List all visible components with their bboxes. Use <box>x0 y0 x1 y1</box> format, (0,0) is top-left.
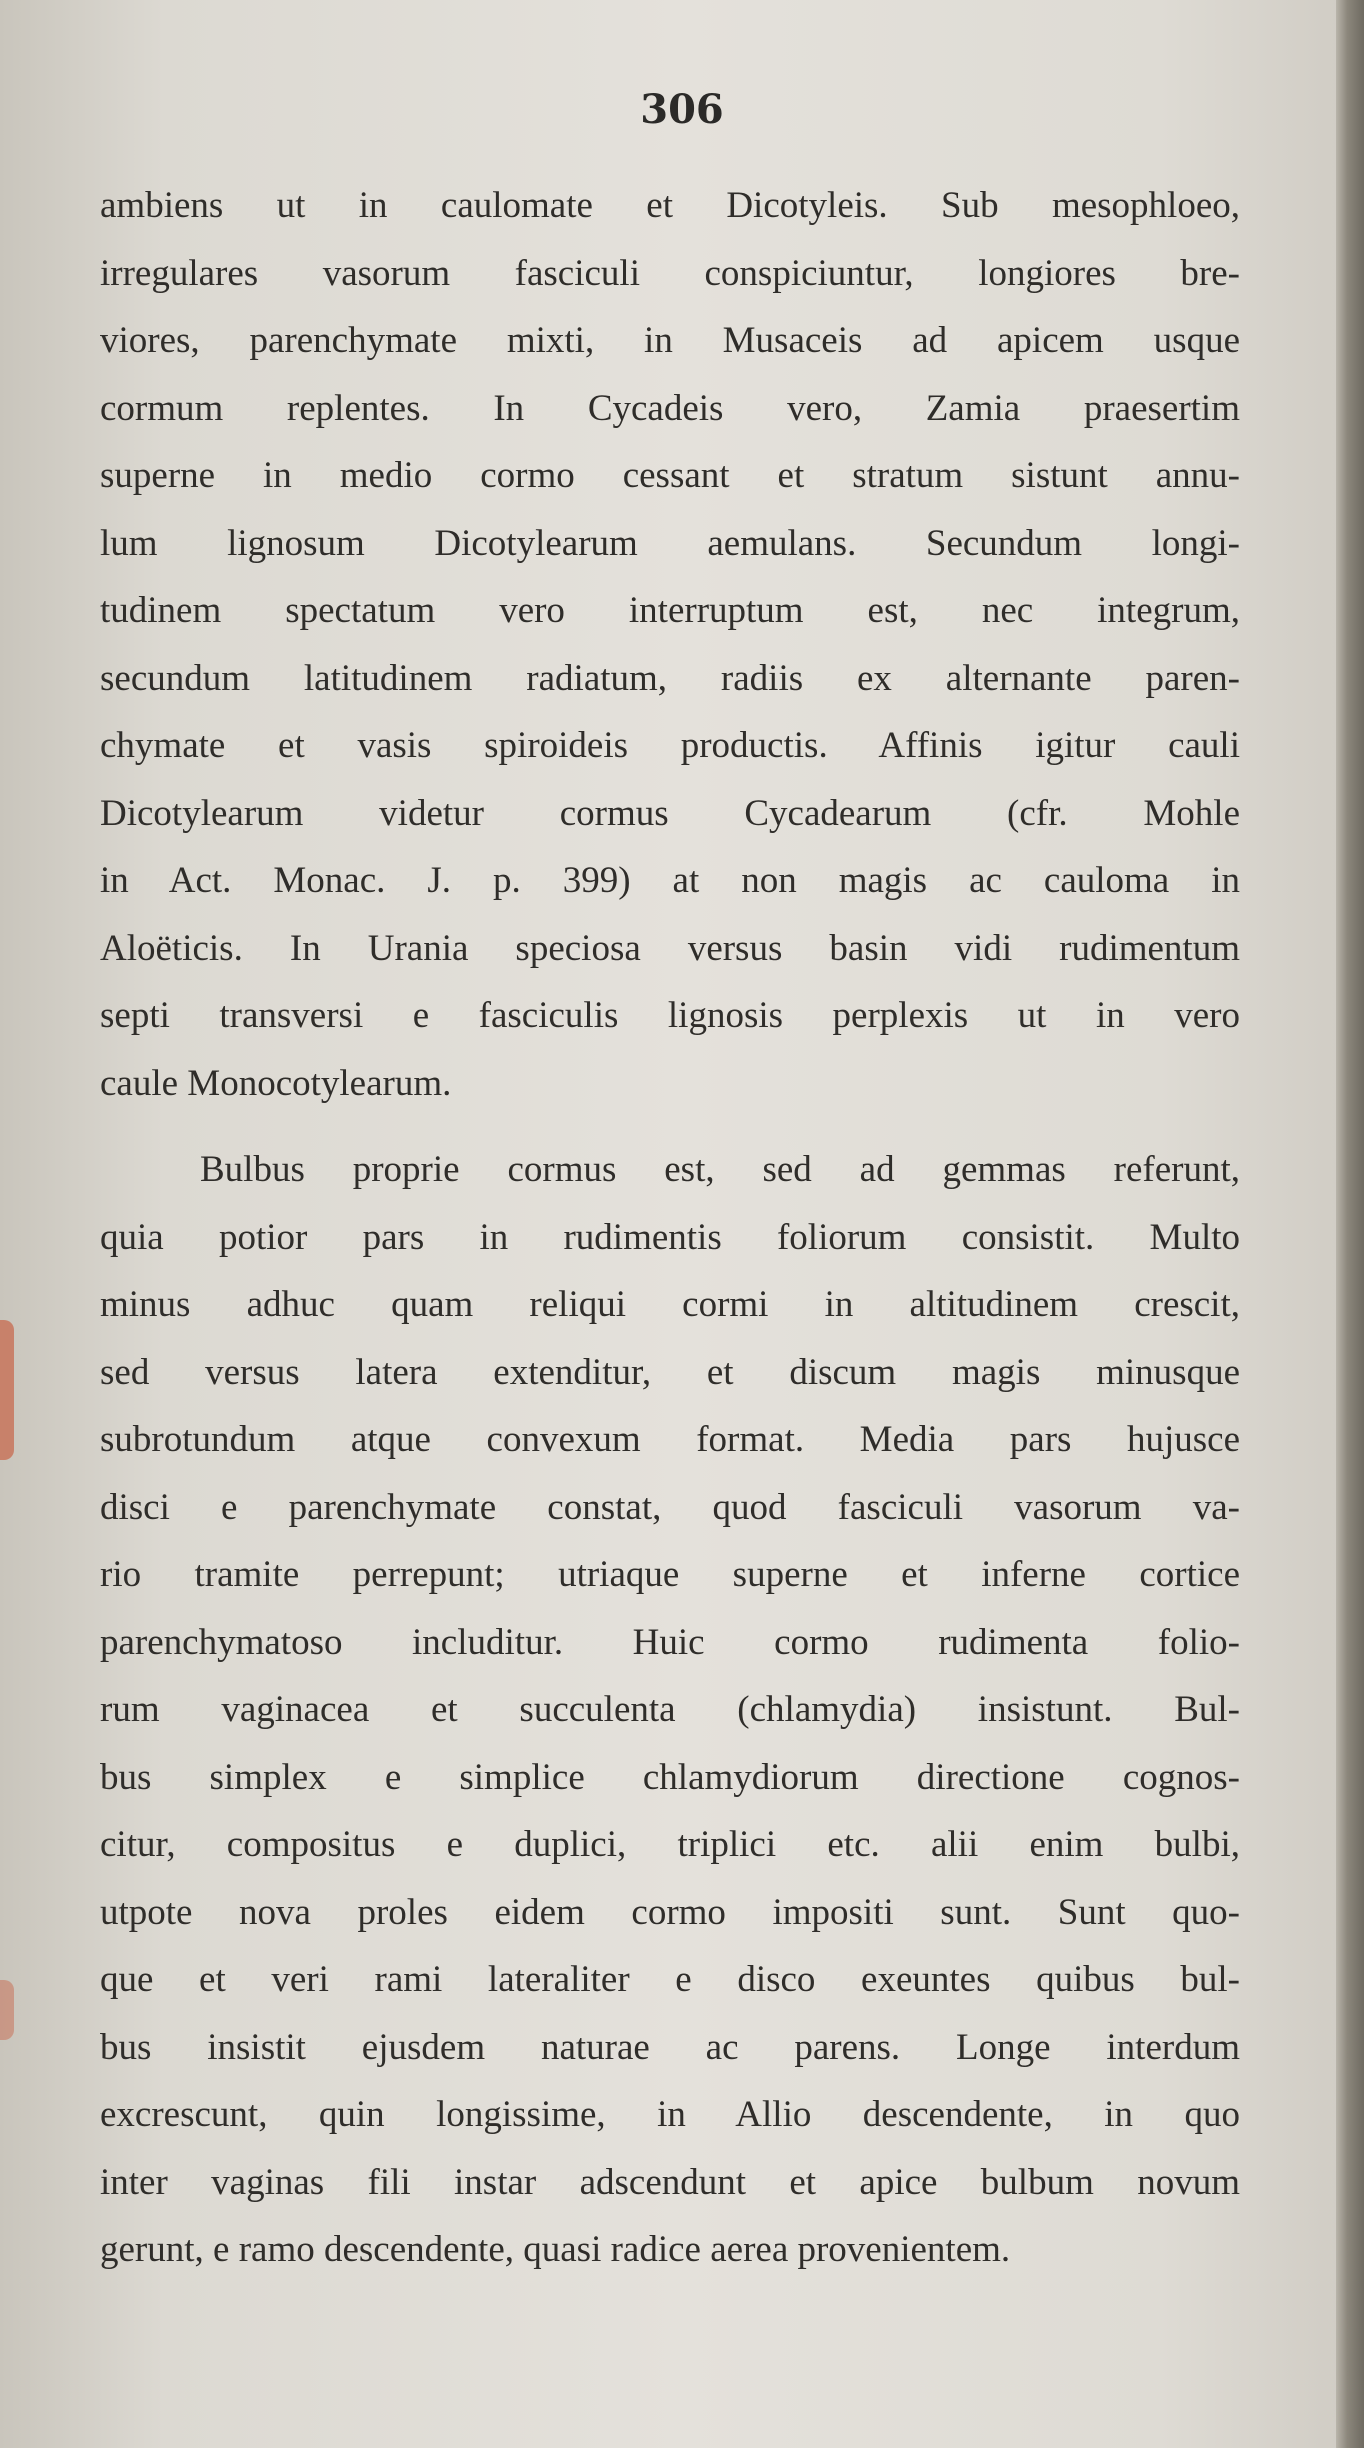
text-line: disci e parenchymate constat, quod fasciculi vasorum va- <box>100 1486 1240 1528</box>
text-line: Dicotylearum videtur cormus Cycadearum (cfr. Mohle <box>100 792 1240 834</box>
text-line: citur, compositus e duplici, triplici etc. alii enim bulbi, <box>100 1824 1240 1865</box>
text-line: gerunt, e ramo descendente, quasi radice aerea provenientem. <box>100 2229 1011 2270</box>
text-line: parenchymatoso includitur. Huic cormo rudimenta folio- <box>100 1621 1240 1663</box>
text-line: Aloëticis. In Urania speciosa versus basin vidi rudimentum <box>100 927 1240 969</box>
text-line: chymate et vasis spiroideis productis. Affinis igitur cauli <box>100 725 1240 766</box>
text-line: minus adhuc quam reliqui cormi in altitudinem crescit, <box>100 1284 1240 1325</box>
text-line: in Act. Monac. J. p. 399) at non magis ac cauloma in <box>100 860 1240 901</box>
text-line: sed versus latera extenditur, et discum magis minusque <box>100 1351 1240 1393</box>
text-line: lum lignosum Dicotylearum aemulans. Secundum longi- <box>100 522 1240 564</box>
text-line: tudinem spectatum vero interruptum est, nec integrum, <box>100 590 1240 631</box>
text-line: quia potior pars in rudimentis foliorum consistit. Multo <box>100 1216 1240 1258</box>
page-edge <box>1336 0 1364 2448</box>
text-line: superne in medio cormo cessant et stratum sistunt annu- <box>100 455 1240 496</box>
text-line: bus simplex e simplice chlamydiorum directione cognos- <box>100 1756 1240 1798</box>
text-line: inter vaginas fili instar adscendunt et apice bulbum novum <box>100 2161 1240 2203</box>
text-line: caule Monocotylearum. <box>100 1062 452 1104</box>
text-line: rum vaginacea et succulenta (chlamydia) insistunt. Bul- <box>100 1689 1240 1730</box>
paragraph-1 <box>100 172 1240 1117</box>
text-line: irregulares vasorum fasciculi conspiciuntur, longiores bre- <box>100 252 1240 294</box>
text-line: secundum latitudinem radiatum, radiis ex alternante paren- <box>100 657 1240 699</box>
text-line: que et veri rami lateraliter e disco exeuntes quibus bul- <box>100 1959 1240 2000</box>
text-line: rio tramite perrepunt; utriaque superne et inferne cortice <box>100 1554 1240 1595</box>
text-line: excrescunt, quin longissime, in Allio descendente, in quo <box>100 2094 1240 2135</box>
text-line: Bulbus proprie cormus est, sed ad gemmas referunt, <box>200 1149 1240 1190</box>
text-line: bus insistit ejusdem naturae ac parens. Longe interdum <box>100 2026 1240 2068</box>
text-line: ambiens ut in caulomate et Dicotyleis. Sub mesophloeo, <box>100 185 1240 226</box>
text-line: subrotundum atque convexum format. Media pars hujusce <box>100 1419 1240 1460</box>
page-tab-marker <box>0 1980 14 2040</box>
text-line: cormum replentes. In Cycadeis vero, Zamia praesertim <box>100 387 1240 429</box>
text-line: utpote nova proles eidem cormo impositi sunt. Sunt quo- <box>100 1891 1240 1933</box>
text-line: septi transversi e fasciculis lignosis perplexis ut in vero <box>100 995 1240 1036</box>
page-tab-marker <box>0 1320 14 1460</box>
paragraph-2 <box>100 1136 1240 2284</box>
page-number: 306 <box>640 86 724 133</box>
text-line: viores, parenchymate mixti, in Musaceis ad apicem usque <box>100 320 1240 361</box>
